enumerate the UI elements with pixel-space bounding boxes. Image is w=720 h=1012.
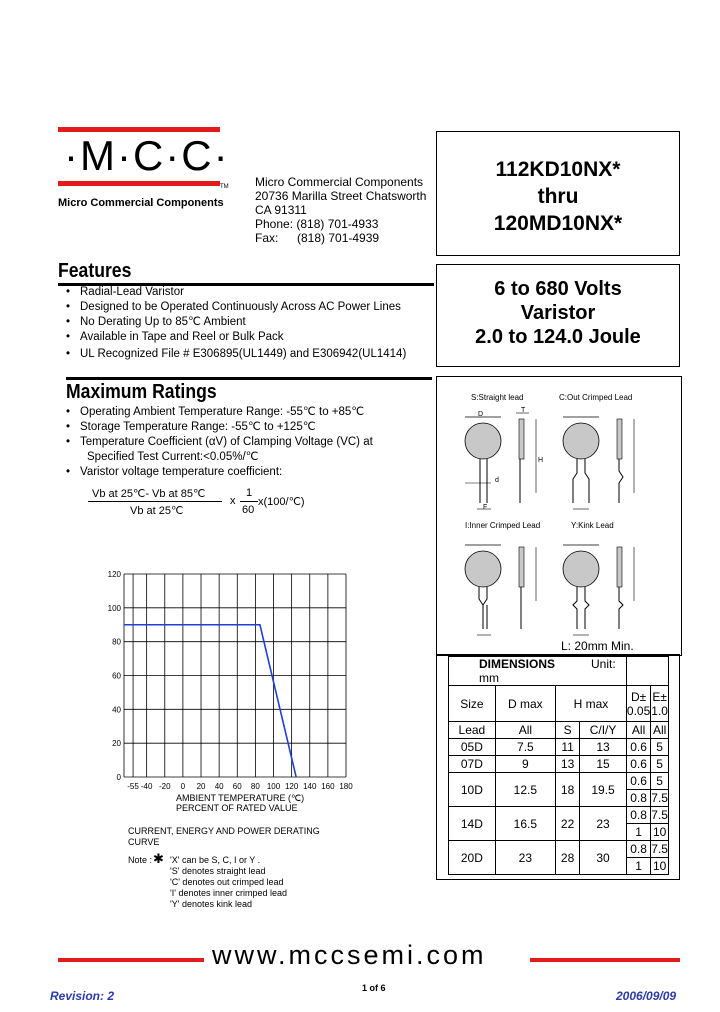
formula-fraction-line — [88, 501, 222, 502]
header-dmax: D max — [495, 686, 555, 722]
phone-number: (818) 701-4933 — [296, 217, 379, 231]
chart-x-tick-label: -20 — [158, 782, 171, 791]
kink-lead-diagram — [549, 531, 649, 643]
temp-coefficient-formula — [88, 487, 328, 521]
cell-dd: 0.6 — [626, 739, 650, 756]
cell-hs: 11 — [555, 739, 579, 756]
spec-energy: 2.0 to 124.0 Joule — [475, 326, 641, 348]
diagram-label-c: C:Out Crimped Lead — [559, 393, 633, 402]
note-line: 'C' denotes out crimped lead — [170, 877, 284, 887]
feature-item: • Radial-Lead Varistor — [58, 285, 406, 300]
cell-e: 5 — [651, 739, 669, 756]
chart-x-tick-label: 40 — [214, 782, 224, 791]
formula-denominator: Vb at 25℃ — [130, 505, 184, 517]
chart-x-tick-label: 160 — [321, 782, 335, 791]
feature-item: • Designed to be Operated Continuously Across AC Power Lines — [58, 300, 406, 315]
formula-frac2-den: 60 — [242, 504, 255, 516]
ratings-list — [58, 405, 373, 480]
header-dd-top: D± — [630, 689, 647, 704]
phone-row — [255, 217, 426, 231]
chart-x-tick-label: 180 — [339, 782, 353, 791]
chart-xaxis-title: AMBIENT TEMPERATURE (℃) — [176, 793, 305, 803]
cell-e: 10 — [651, 858, 669, 875]
part-number-box — [436, 131, 680, 256]
chart-y-tick-label: 100 — [107, 603, 121, 613]
cell-e: 5 — [651, 773, 669, 790]
revision: Revision: 2 — [50, 989, 115, 1003]
header-e-top: E± — [652, 689, 667, 704]
formula-times: x — [230, 495, 236, 507]
spec-voltage: 6 to 680 Volts — [494, 278, 622, 300]
chart-x-tick-label: 120 — [284, 782, 299, 791]
header-e-bottom: 1.0 — [651, 703, 668, 718]
cell-dd: 0.6 — [626, 773, 650, 790]
cell-dd: 0.8 — [626, 807, 650, 824]
cell-dmax: 16.5 — [495, 807, 555, 841]
chart-caption-line1: CURRENT, ENERGY AND POWER DERATING — [128, 826, 320, 836]
subheader-all-dd: All — [626, 722, 650, 739]
formula-tail: x(100/℃) — [258, 496, 305, 508]
formula-frac2-num: 1 — [246, 487, 253, 499]
cell-dmax: 7.5 — [495, 739, 555, 756]
footer-left-bar — [58, 958, 204, 962]
fax-number: (818) 701-4939 — [297, 231, 380, 245]
cell-e: 7.5 — [651, 791, 668, 805]
cell-hciy: 15 — [580, 756, 627, 773]
features-title: Features — [58, 260, 132, 282]
note-line: 'X' can be S, C, I or Y . — [170, 855, 261, 865]
chart-y-tick-label: 120 — [107, 570, 121, 579]
rating-item-text: Specified Test Current:<0.05%/℃ — [87, 451, 259, 463]
header-dd-bottom: 0.05 — [626, 703, 651, 718]
lead-length-note: L: 20mm Min. — [561, 639, 634, 653]
revision-date: 2006/09/09 — [616, 989, 677, 1003]
dimensions-unit: Unit: mm — [479, 657, 616, 685]
cell-dd: 0.8 — [626, 790, 650, 807]
subheader-all: All — [495, 722, 555, 739]
dim-t-label: T — [521, 407, 526, 414]
phone-label: Phone: — [255, 217, 294, 231]
diagram-label-i: I:Inner Crimped Lead — [465, 521, 541, 530]
cell-size: 05D — [449, 739, 496, 756]
address-line1: Micro Commercial Components — [255, 175, 424, 189]
address-line3: CA 91311 — [255, 203, 307, 217]
feature-item: • Available in Tape and Reel or Bulk Pack — [58, 330, 406, 345]
chart-yaxis-note: PERCENT OF RATED VALUE — [176, 803, 298, 813]
chart-x-tick-label: 0 — [180, 782, 186, 791]
cell-hs: 28 — [555, 841, 579, 875]
rating-item: • Varistor voltage temperature coefficient: — [58, 465, 373, 480]
website-url[interactable]: www.mccsemi.com — [212, 940, 487, 970]
dimensions-table-frame — [436, 654, 680, 880]
footer-right-bar — [530, 958, 680, 962]
cell-hciy: 19.5 — [580, 773, 627, 807]
part-last: 120MD10NX* — [493, 212, 623, 235]
part-first: 112KD10NX* — [495, 158, 621, 181]
chart-x-tick-label: -55 — [127, 782, 139, 791]
chart-caption-line2: CURVE — [128, 837, 160, 847]
chart-x-tick-label: -40 — [140, 782, 153, 791]
dim-d-label: D — [478, 411, 484, 418]
formula-frac2-line — [240, 501, 258, 502]
cell-dd: 0.6 — [626, 756, 650, 773]
subheader-s: S — [555, 722, 579, 739]
cell-size: 10D — [449, 773, 496, 807]
feature-item: • UL Recognized File # E306895(UL1449) and E306942(UL1414) — [58, 347, 406, 362]
header-size: Size — [449, 686, 496, 722]
chart-y-tick-label: 0 — [116, 773, 121, 782]
ratings-title: Maximum Ratings — [66, 381, 217, 403]
subheader-ciy: C/I/Y — [580, 722, 627, 739]
feature-item: • No Derating Up to 85℃ Ambient — [58, 315, 406, 330]
dim-f-label: F — [483, 504, 488, 511]
mcc-logo: ·M·C·C· — [64, 132, 230, 179]
company-name: Micro Commercial Components — [58, 197, 224, 209]
cell-dmax: 12.5 — [495, 773, 555, 807]
derating-chart — [100, 566, 360, 806]
header-hmax: H max — [555, 686, 626, 722]
rating-item: • Storage Temperature Range: -55℃ to +125℃ — [58, 420, 373, 435]
chart-x-tick-label: 20 — [196, 782, 206, 791]
dimensions-title: DIMENSIONS — [479, 657, 556, 671]
cell-hciy: 30 — [580, 841, 627, 875]
cell-size: 07D — [449, 756, 496, 773]
chart-x-tick-label: 80 — [250, 782, 260, 791]
rating-item: • Operating Ambient Temperature Range: -55℃ to +85℃ — [58, 405, 373, 420]
subheader-lead: Lead — [449, 722, 496, 739]
rating-item: • Temperature Coefficient (αV) of Clamping Voltage (VC) at — [58, 435, 373, 450]
logo-bottom-bar — [58, 181, 220, 186]
diagram-label-y: Y:Kink Lead — [571, 521, 614, 530]
cell-dd: 1 — [626, 824, 650, 841]
chart-y-tick-label: 40 — [112, 705, 121, 715]
notes-list — [170, 855, 287, 910]
cell-dmax: 9 — [495, 756, 555, 773]
chart-y-tick-label: 20 — [112, 739, 121, 749]
cell-size: 14D — [449, 807, 496, 841]
chart-y-tick-label: 60 — [112, 671, 121, 681]
cell-e: 7.5 — [651, 842, 668, 856]
trademark: TM — [220, 184, 229, 190]
chart-y-tick-label: 80 — [112, 637, 121, 647]
lead-diagram-box — [436, 376, 682, 656]
note-label: Note : — [128, 855, 153, 865]
cell-hciy: 23 — [580, 807, 627, 841]
cell-dmax: 23 — [495, 841, 555, 875]
note-line: 'S' denotes straight lead — [170, 866, 266, 876]
chart-x-tick-label: 100 — [266, 782, 281, 791]
spec-type: Varistor — [520, 302, 596, 324]
dim-dsmall-label: d — [495, 477, 499, 484]
ratings-rule — [66, 377, 432, 380]
formula-numerator: Vb at 25℃- Vb at 85℃ — [92, 488, 206, 500]
fax-row — [255, 231, 426, 245]
out-crimped-lead-diagram — [549, 405, 649, 520]
cell-hciy: 13 — [580, 739, 627, 756]
note-line: 'Y' denotes kink lead — [170, 899, 252, 909]
address-line2: 20736 Marilla Street Chatsworth — [255, 189, 427, 203]
diagram-label-s: S:Straight lead — [471, 393, 524, 402]
note-line: 'I' denotes inner crimped lead — [170, 888, 288, 898]
page-number: 1 of 6 — [362, 983, 386, 993]
dim-h-label: H — [538, 457, 544, 464]
chart-x-tick-label: 60 — [232, 782, 242, 791]
part-thru: thru — [537, 185, 579, 208]
straight-lead-diagram — [451, 405, 551, 520]
fax-label: Fax: — [255, 231, 279, 245]
rating-item-cont — [58, 450, 373, 465]
cell-e: 5 — [651, 756, 669, 773]
subheader-all-e: All — [651, 722, 669, 739]
spec-box — [436, 264, 680, 367]
inner-crimped-lead-diagram — [451, 531, 551, 643]
cell-hs: 13 — [555, 756, 579, 773]
chart-series-line — [124, 625, 296, 777]
cell-hs: 18 — [555, 773, 579, 807]
chart-x-tick-label: 140 — [303, 782, 317, 791]
note-star-icon: ✱ — [153, 851, 164, 866]
cell-hs: 22 — [555, 807, 579, 841]
cell-dd: 1 — [626, 858, 650, 875]
features-list — [58, 285, 406, 362]
cell-dd: 0.8 — [626, 841, 650, 858]
cell-e: 7.5 — [651, 808, 668, 822]
cell-size: 20D — [449, 841, 496, 875]
cell-e: 10 — [651, 824, 669, 841]
company-address — [255, 175, 426, 245]
